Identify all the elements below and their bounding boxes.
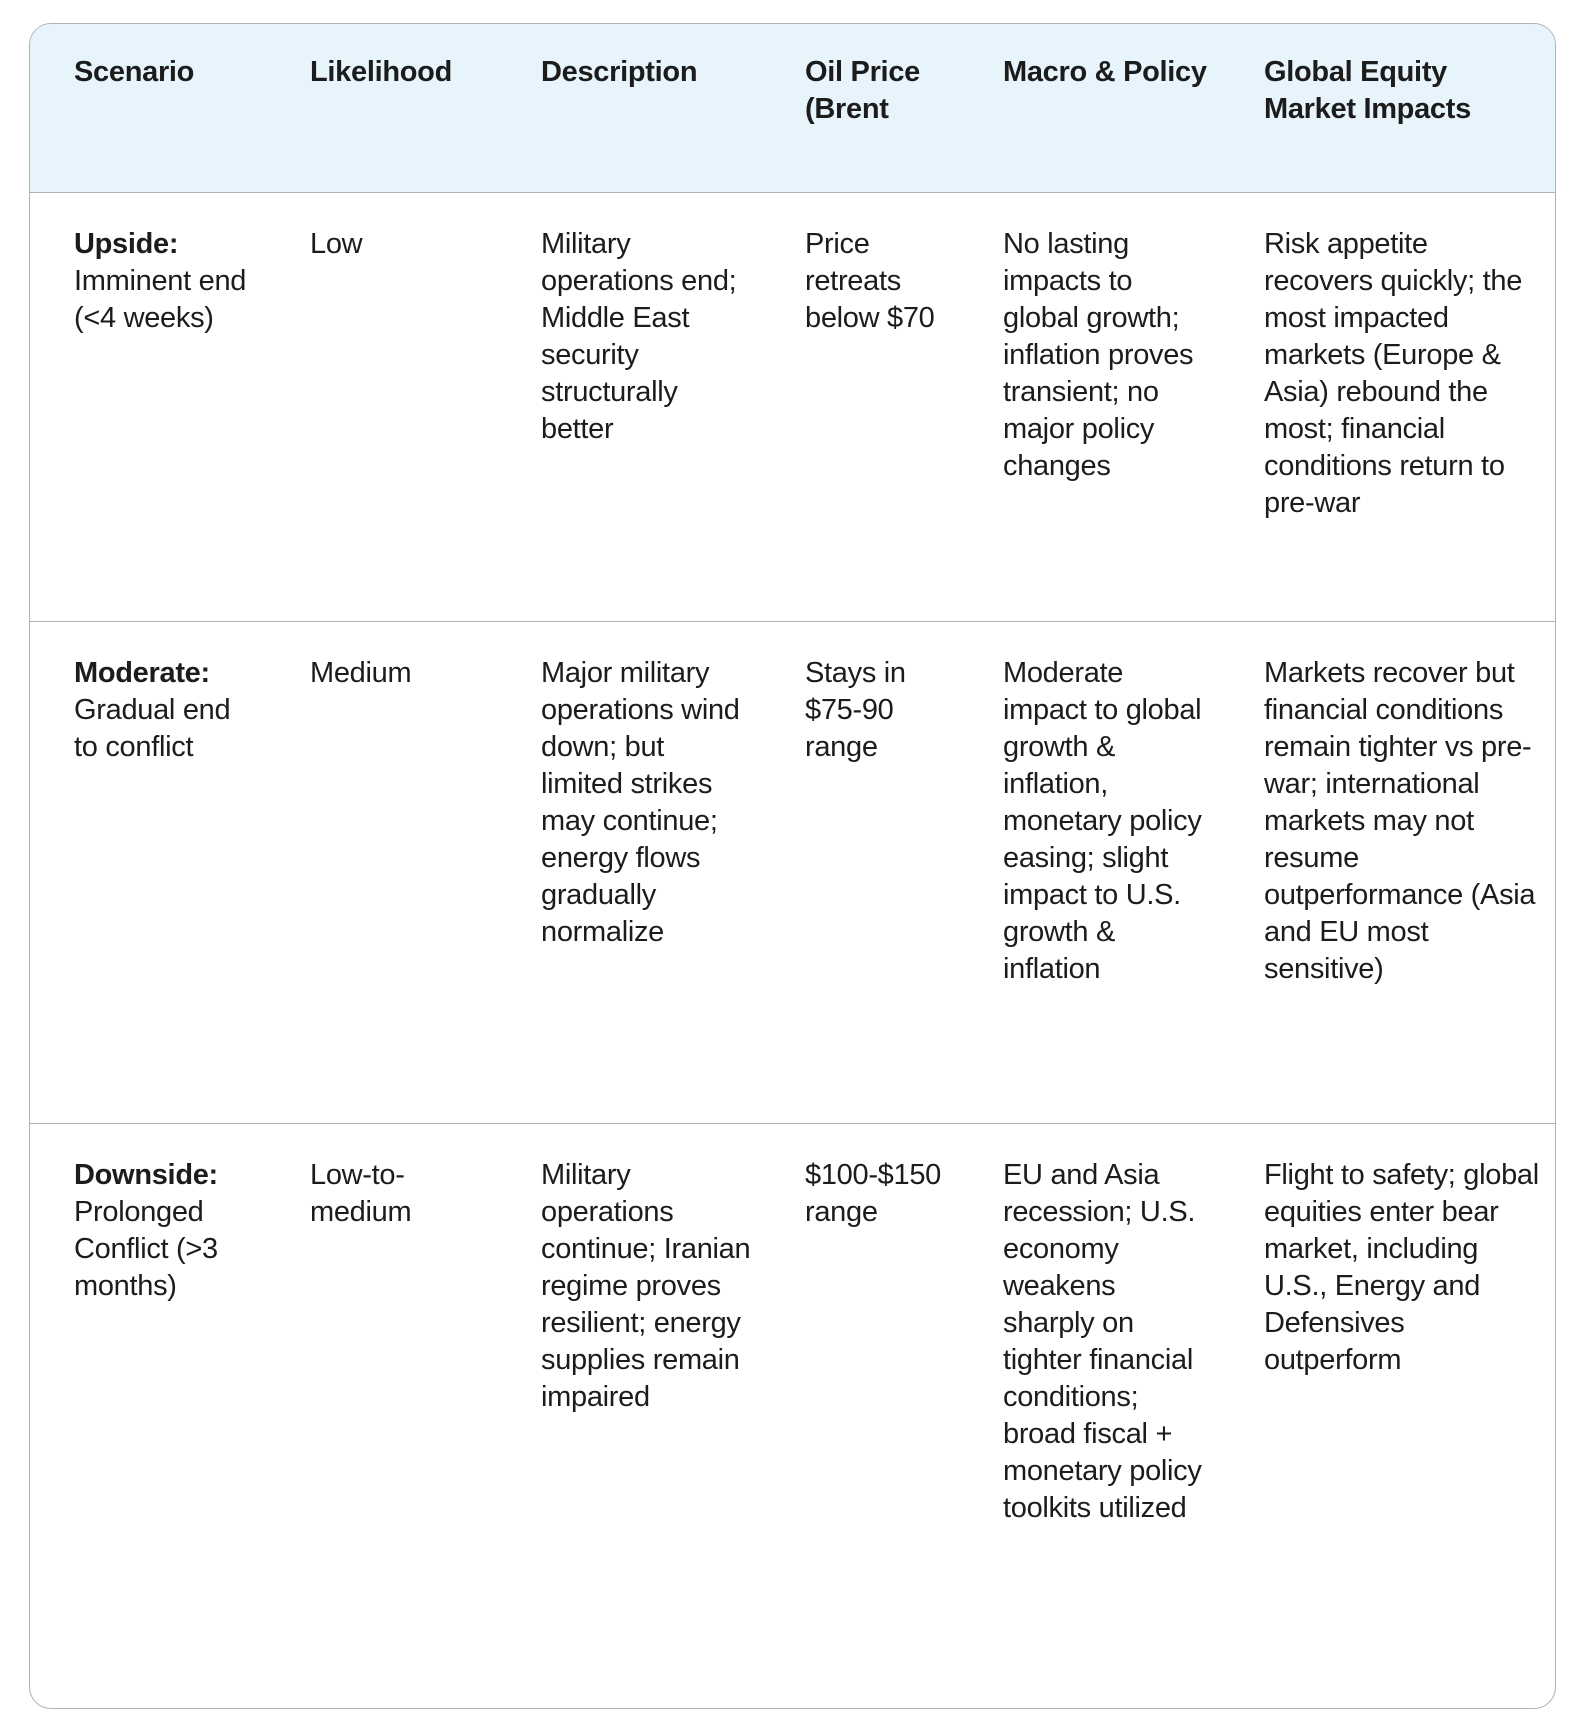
likelihood-cell: Low-to-medium — [310, 1159, 412, 1228]
header-description: Description — [541, 56, 698, 88]
scenario-label: Moderate: — [74, 657, 210, 689]
macro-policy-cell: No lasting impacts to global growth; inflation proves transient; no major policy changes — [1003, 228, 1194, 482]
scenario-cell — [30, 193, 270, 622]
description-cell: Major military operations wind down; but limited strikes may continue; energy flows gradually normalize — [541, 657, 740, 948]
macro-policy-cell: EU and Asia recession; U.S. economy weakens sharply on tighter financial conditions; broad fiscal + monetary policy toolkits utilized — [1003, 1159, 1202, 1524]
equity-impacts-cell: Markets recover but financial conditions remain tighter vs pre-war; international markets may not resume outperformance (Asia and EU most sensitive) — [1264, 657, 1536, 985]
likelihood-cell: Low — [310, 228, 363, 260]
header-likelihood: Likelihood — [310, 56, 453, 88]
scenario-text: Gradual end to conflict — [74, 694, 231, 763]
table-body — [30, 193, 1555, 1704]
scenario-label: Upside: — [74, 228, 179, 260]
oil-price-cell: Stays in $75-90 range — [805, 657, 906, 763]
scenario-cell — [30, 1124, 270, 1704]
header-scenario: Scenario — [74, 56, 195, 88]
scenario-label: Downside: — [74, 1159, 218, 1191]
table-header — [30, 24, 1555, 193]
scenario-text: Prolonged Conflict (>3 months) — [74, 1196, 218, 1302]
equity-impacts-cell: Risk appetite recovers quickly; the most impacted markets (Europe & Asia) rebound the most; financial conditions return to pre-war — [1264, 228, 1523, 519]
macro-policy-cell: Moderate impact to global growth & inflation, monetary policy easing; slight impact to U.S. growth & inflation — [1003, 657, 1202, 985]
scenario-cell — [30, 622, 270, 1124]
description-cell: Military operations continue; Iranian regime proves resilient; energy supplies remain impaired — [541, 1159, 751, 1413]
header-macro-policy: Macro & Policy — [1003, 56, 1207, 88]
scenario-table-container — [29, 23, 1556, 1709]
scenario-text: Imminent end (<4 weeks) — [74, 265, 247, 334]
header-equity-impacts: Global Equity Market Impacts — [1264, 56, 1471, 125]
description-cell: Military operations end; Middle East security structurally better — [541, 228, 737, 445]
scenario-table — [30, 24, 1555, 1703]
oil-price-cell: $100-$150 range — [805, 1159, 941, 1228]
header-row — [30, 24, 1555, 193]
equity-impacts-cell: Flight to safety; global equities enter bear market, including U.S., Energy and Defensives outperform — [1264, 1159, 1539, 1376]
table-row — [30, 1124, 1555, 1704]
oil-price-cell: Price retreats below $70 — [805, 228, 935, 334]
header-oil-price: Oil Price (Brent — [805, 56, 920, 125]
table-row — [30, 622, 1555, 1124]
likelihood-cell: Medium — [310, 657, 412, 689]
table-row — [30, 193, 1555, 622]
